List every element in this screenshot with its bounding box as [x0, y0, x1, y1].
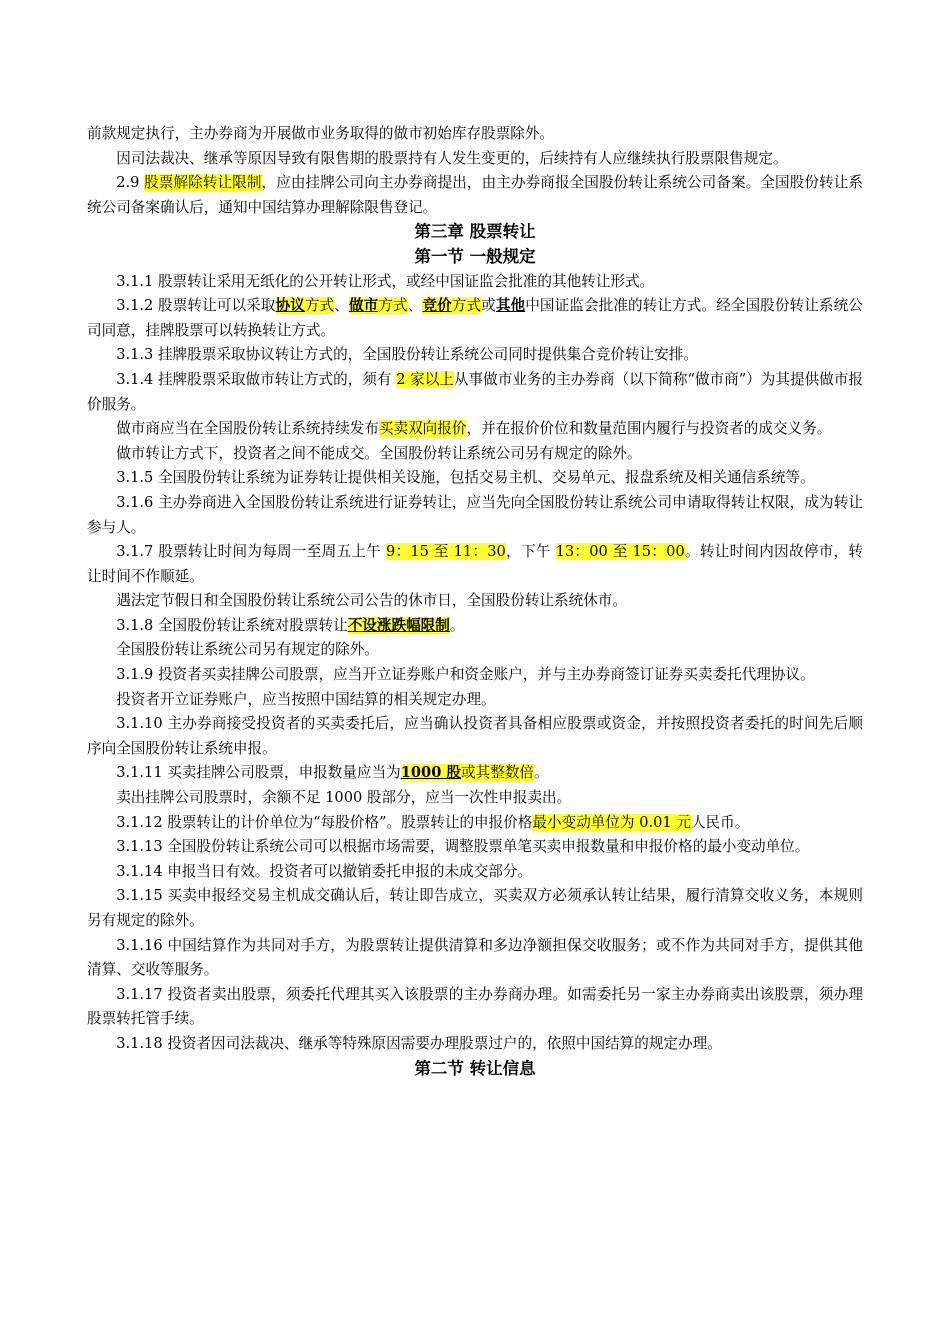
text-run: 3.1.3 挂牌股票采取协议转让方式的，全国股份转让系统公司同时提供集合竞价转让安排。 [116, 346, 698, 364]
paragraph [87, 147, 863, 172]
highlighted-text: 方式 [451, 297, 482, 315]
paragraph [87, 442, 863, 467]
text-run: 3.1.5 全国股份转让系统为证券转让提供相关设施，包括交易主机、交易单元、报盘系统及相关通信系统等。 [116, 469, 815, 487]
text-run: 做市商应当在全国股份转让系统持续发布 [116, 420, 379, 438]
paragraph [87, 270, 863, 295]
paragraph [87, 368, 863, 417]
text-run: 3.1.13 全国股份转让系统公司可以根据市场需要，调整股票单笔买卖申报数量和申报价格的最小变动单位。 [116, 838, 810, 856]
paragraph [87, 491, 863, 540]
text-run: 3.1.18 投资者因司法裁决、继承等特殊原因需要办理股票过户的，依照中国结算的规定办理。 [116, 1034, 722, 1052]
paragraph [87, 589, 863, 614]
paragraph [87, 860, 863, 885]
highlighted-text: 买卖双向报价 [378, 420, 467, 438]
paragraph [87, 835, 863, 860]
paragraph [87, 663, 863, 688]
text-run: 3.1.8 全国股份转让系统对股票转让 [116, 616, 348, 634]
text-run: 。 [534, 764, 549, 782]
text-run: ，并在报价价位和数量范围内履行与投资者的成交义务。 [466, 420, 832, 438]
text-run: 3.1.9 投资者买卖挂牌公司股票，应当开立证券账户和资金账户，并与主办券商签订证券买卖委托代理协议。 [116, 666, 815, 684]
text-run: 前款规定执行，主办券商为开展做市业务取得的做市初始库存股票除外。 [87, 125, 555, 142]
text-run: 投资者开立证券账户，应当按照中国结算的相关规定办理。 [116, 690, 496, 708]
text-run: 、 [407, 297, 423, 315]
highlighted-text: 方式 [304, 297, 335, 315]
paragraph [87, 343, 863, 368]
text-run: 2.9 [116, 174, 145, 192]
text-run: ，应由挂牌公司向主办券商提出，由主办券商报全国股份转让系统公司备案。全国股份转让系统公司备案确认后，通知中国结算办理解除限售登记。 [87, 174, 863, 216]
text-run: 第二节 转让信息 [414, 1058, 536, 1078]
text-run: 3.1.11 买卖挂牌公司股票，申报数量应当为 [116, 764, 401, 782]
highlighted-text: 股票解除转让限制 [144, 174, 262, 192]
text-run: 第一节 一般规定 [414, 246, 536, 266]
text-run: 3.1.10 主办券商接受投资者的买卖委托后，应当确认投资者具备相应股票或资金，并按照投资者委托的时间先后顺序向全国股份转让系统申报。 [87, 715, 863, 757]
text-run: 3.1.17 投资者卖出股票，须委托代理其买入该股票的主办券商办理。如需委托另一家主办券商卖出该股票，须办理股票转托管手续。 [87, 985, 863, 1028]
text-run: 3.1.16 中国结算作为共同对手方，为股票转让提供清算和多边净额担保交收服务；或不作为共同对手方，提供其他清算、交收等服务。 [87, 936, 863, 979]
paragraph [87, 688, 863, 713]
text-run: 人民币。 [690, 813, 750, 831]
paragraph [87, 934, 863, 983]
paragraph [87, 786, 863, 811]
text-run: 3.1.2 股票转让可以采取 [116, 297, 276, 315]
paragraph [87, 294, 863, 343]
text-run: 3.1.7 股票转让时间为每周一至周五上午 [116, 543, 386, 561]
paragraph [87, 884, 863, 933]
highlighted-text: 做市 [348, 297, 379, 315]
highlighted-text: 13：00 至 15：00 [555, 543, 685, 561]
document-page [87, 122, 863, 1081]
paragraph [87, 122, 863, 147]
text-run: 3.1.12 股票转让的计价单位为“每股价格”。股票转让的申报价格 [116, 813, 533, 831]
text-run: ，下午 [505, 543, 556, 561]
text-run: 第三章 股票转让 [414, 222, 536, 242]
paragraph [87, 761, 863, 786]
text-run: 、 [334, 297, 349, 315]
highlighted-text: 方式 [378, 297, 408, 315]
text-run: 遇法定节假日和全国股份转让系统公司公告的休市日，全国股份转让系统休市。 [116, 592, 627, 610]
text-run: 其他 [495, 297, 526, 315]
text-run: 3.1.15 买卖申报经交易主机成交确认后，转让即告成立，买卖双方必须承认转让结果，履行清算交收义务，本规则另有规定的除外。 [87, 887, 863, 929]
paragraph [87, 540, 863, 589]
paragraph [87, 638, 863, 663]
text-run: 3.1.6 主办券商进入全国股份转让系统进行证券转让，应当先向全国股份转让系统公司申请取得转让权限，成为转让参与人。 [87, 493, 863, 536]
highlighted-text: 9：15 至 11：30 [385, 543, 506, 561]
section-heading [87, 220, 863, 245]
text-run: 。 [449, 616, 465, 634]
highlighted-text: 协议 [275, 297, 305, 315]
paragraph [87, 811, 863, 836]
text-run: 中国证监会批准的转让方式。经全国股份转让系统公司同意，挂牌股票可以转换转让方式。 [87, 297, 863, 339]
text-run: 3.1.1 股票转让采用无纸化的公开转让形式，或经中国证监会批准的其他转让形式。 [116, 272, 655, 290]
highlighted-text: 不设涨跌幅限制 [347, 616, 450, 634]
paragraph [87, 614, 863, 639]
text-run: 从事做市业务的主办券商（以下简称“做市商”）为其提供做市报价服务。 [87, 370, 863, 413]
highlighted-text: 或其整数倍 [461, 764, 535, 782]
text-run: 或 [481, 297, 496, 315]
text-run: 全国股份转让系统公司另有规定的除外。 [116, 641, 379, 659]
highlighted-text: 1000 股 [400, 764, 462, 782]
text-run: 做市转让方式下，投资者之间不能成交。全国股份转让系统公司另有规定的除外。 [116, 444, 642, 462]
highlighted-text: 竞价 [422, 297, 452, 315]
paragraph [87, 171, 863, 220]
text-run: 卖出挂牌公司股票时，余额不足 1000 股部分，应当一次性申报卖出。 [116, 789, 572, 807]
paragraph [87, 417, 863, 442]
text-run: 因司法裁决、继承等原因导致有限售期的股票持有人发生变更的，后续持有人应继续执行股票限售规定。 [116, 149, 788, 167]
paragraph [87, 983, 863, 1032]
paragraph [87, 712, 863, 761]
paragraph [87, 466, 863, 491]
text-run: 3.1.14 申报当日有效。投资者可以撤销委托申报的未成交部分。 [116, 862, 533, 880]
highlighted-text: 2 家以上 [396, 370, 454, 388]
text-run: 。转让时间内因故停市，转让时间不作顺延。 [87, 543, 864, 585]
highlighted-text: 最小变动单位为 0.01 元 [532, 813, 691, 831]
section-heading [87, 245, 863, 270]
section-heading [87, 1057, 863, 1082]
text-run: 3.1.4 挂牌股票采取做市转让方式的，须有 [116, 370, 397, 388]
paragraph [87, 1032, 863, 1057]
